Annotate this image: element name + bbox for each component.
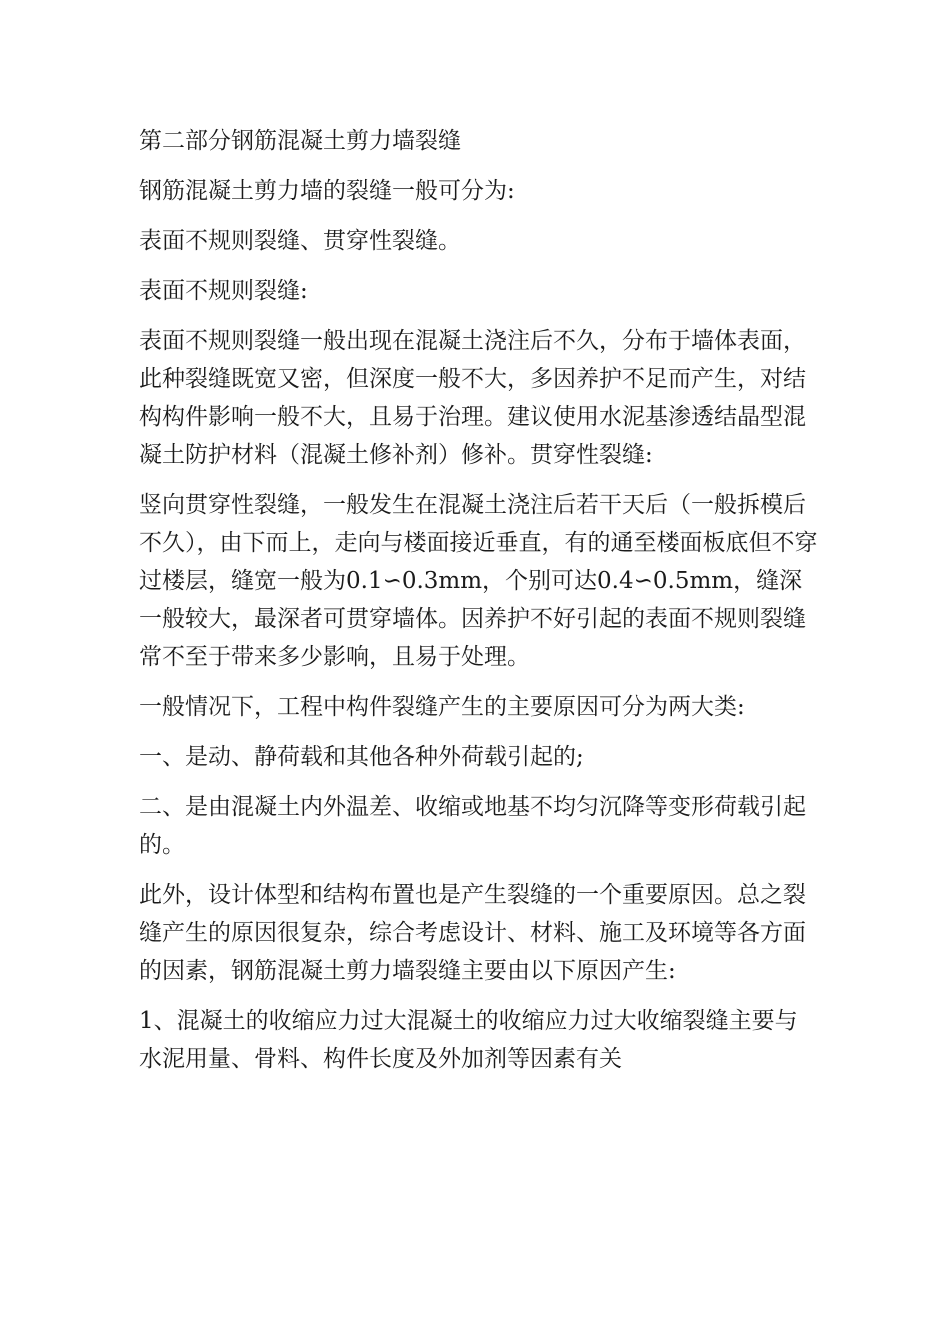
list-item: 一、是动、静荷载和其他各种外荷载引起的;: [139, 744, 584, 770]
section-heading: 第二部分钢筋混凝土剪力墙裂缝: [139, 128, 461, 154]
list-item: 二、是由混凝土内外温差、收缩或地基不均匀沉降等变形荷载引起的。: [139, 794, 806, 858]
paragraph: 表面不规则裂缝:: [139, 278, 308, 304]
paragraph: 表面不规则裂缝、贯穿性裂缝。: [139, 228, 461, 254]
paragraph: 一般情况下，工程中构件裂缝产生的主要原因可分为两大类:: [139, 694, 745, 720]
list-item: 1、混凝土的收缩应力过大混凝土的收缩应力过大收缩裂缝主要与水泥用量、骨料、构件长度及外加剂等因素有关: [139, 1008, 798, 1072]
paragraph: 钢筋混凝土剪力墙的裂缝一般可分为:: [139, 178, 515, 204]
paragraph: 此外，设计体型和结构布置也是产生裂缝的一个重要原因。总之裂缝产生的原因很复杂，综合考虑设计、材料、施工及环境等各方面的因素，钢筋混凝土剪力墙裂缝主要由以下原因产生:: [139, 882, 806, 984]
paragraph: 竖向贯穿性裂缝，一般发生在混凝土浇注后若干天后（一般拆模后不久），由下而上，走向与楼面接近垂直，有的通至楼面板底但不穿过楼层，缝宽一般为0.1∽0.3mm，个别可达0.4∽0.5mm，缝深一般较大，最深者可贯穿墙体。因养护不好引起的表面不规则裂缝常不至于带来多少影响，且易于处理。: [139, 492, 818, 670]
document-body: [139, 122, 819, 1090]
paragraph: 表面不规则裂缝一般出现在混凝土浇注后不久，分布于墙体表面，此种裂缝既宽又密，但深度一般不大，多因养护不足而产生，对结构构件影响一般不大，且易于治理。建议使用水泥基渗透结晶型混凝土防护材料（混凝土修补剂）修补。贯穿性裂缝:: [139, 328, 806, 468]
